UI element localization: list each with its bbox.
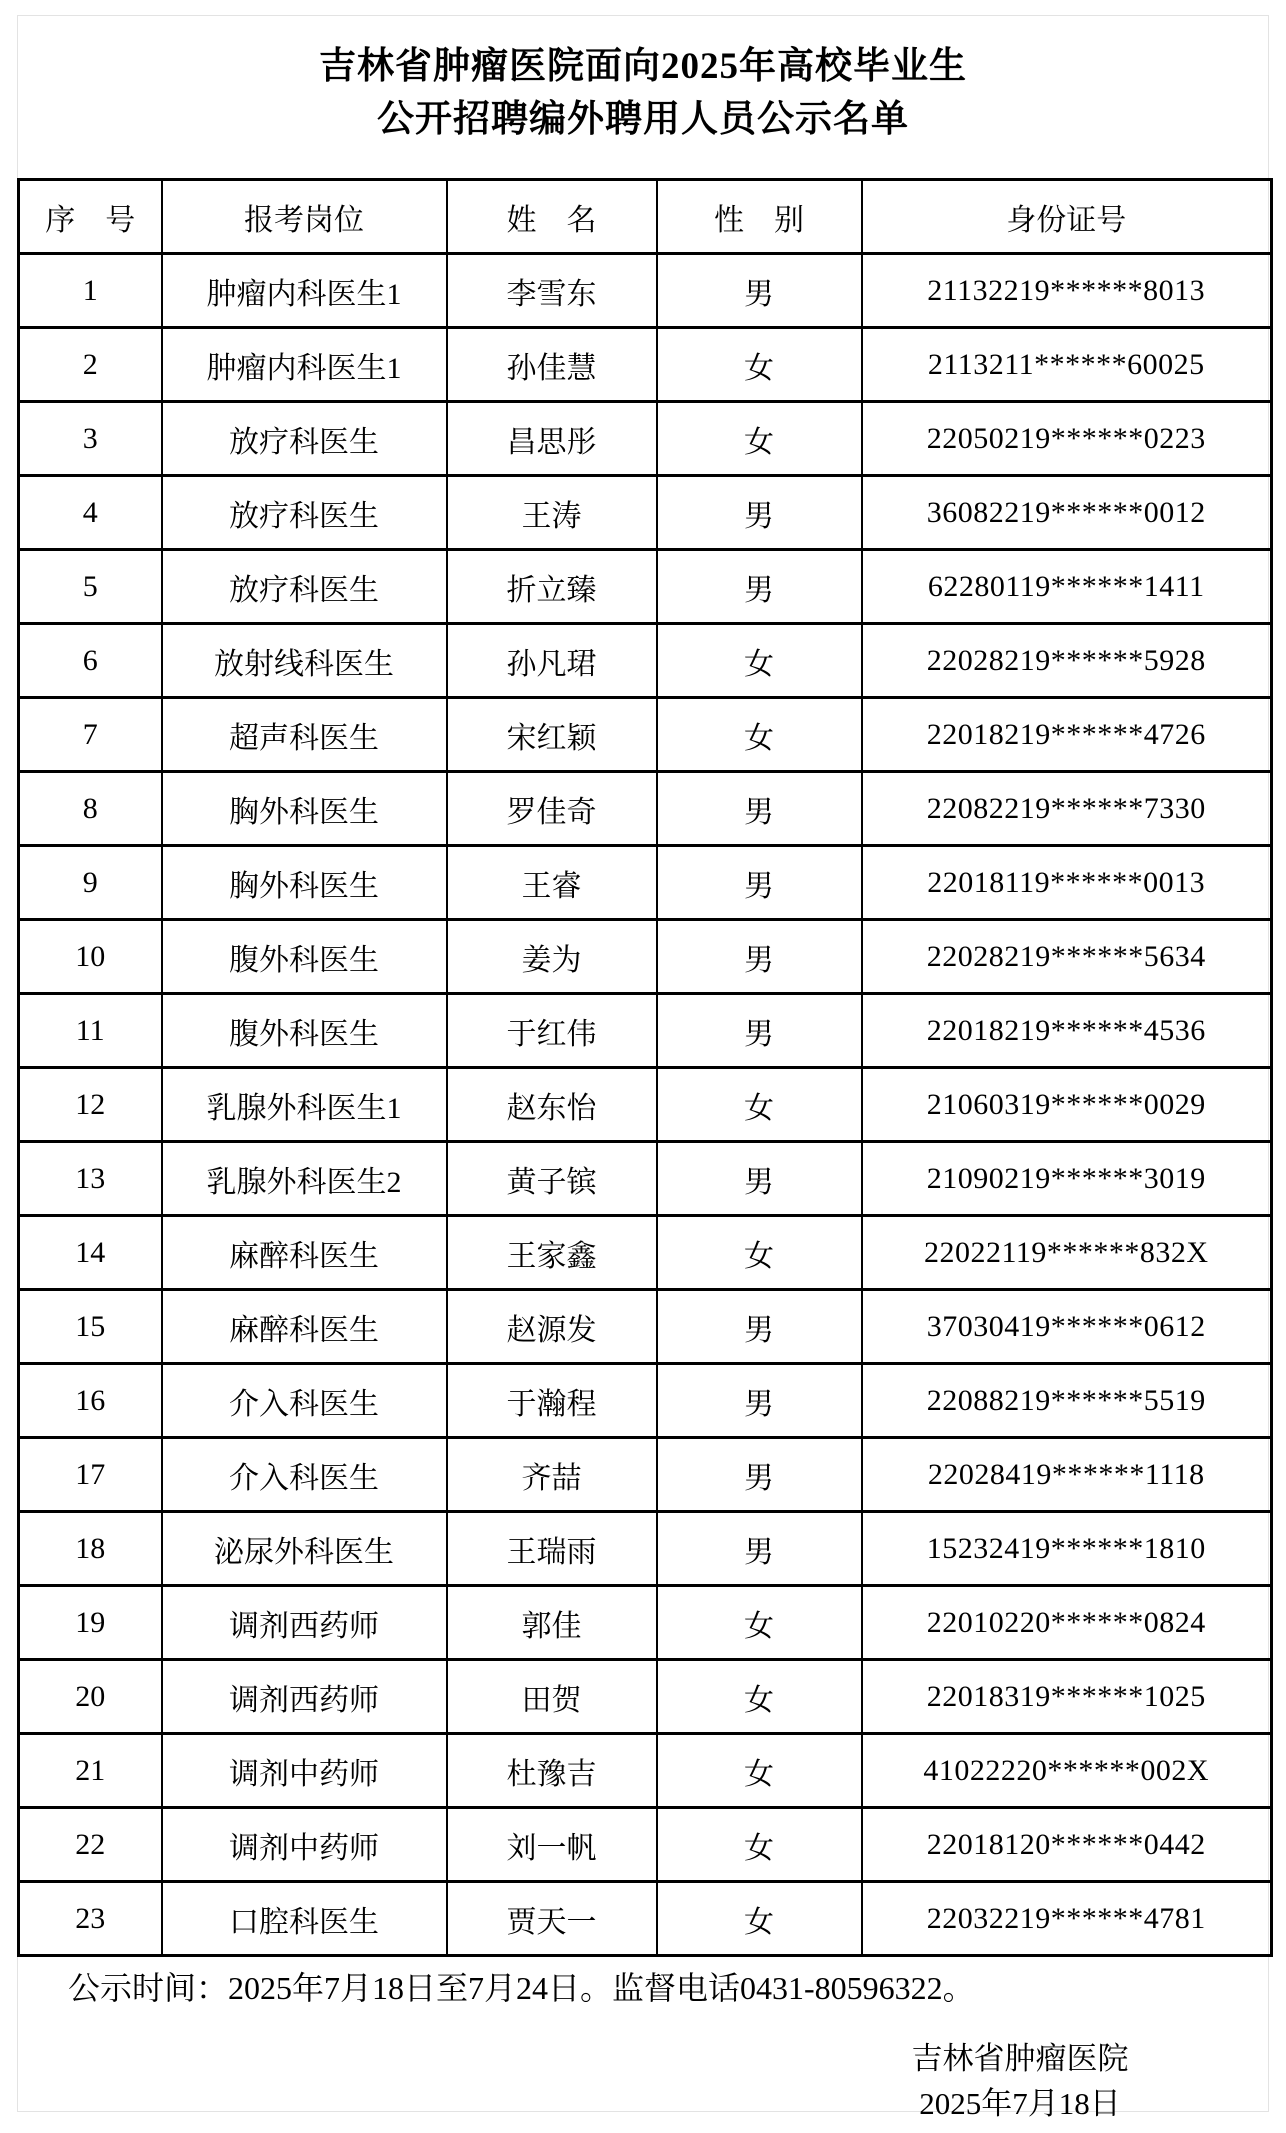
name-cell: 贾天一 [447, 1882, 657, 1956]
table-row [19, 624, 1272, 698]
id-number-cell: 2113211******60025 [862, 328, 1272, 402]
id-number-cell: 22010220******0824 [862, 1586, 1272, 1660]
name-cell: 赵东怡 [447, 1068, 657, 1142]
gender-cell: 女 [657, 624, 862, 698]
gender-cell: 男 [657, 254, 862, 328]
gender-cell: 男 [657, 1364, 862, 1438]
id-number-cell: 22018219******4726 [862, 698, 1272, 772]
index-cell: 11 [19, 994, 162, 1068]
table-row [19, 772, 1272, 846]
gender-cell: 男 [657, 550, 862, 624]
position-cell: 调剂西药师 [162, 1660, 447, 1734]
position-cell: 介入科医生 [162, 1364, 447, 1438]
name-cell: 折立臻 [447, 550, 657, 624]
gender-cell: 女 [657, 1734, 862, 1808]
index-cell: 7 [19, 698, 162, 772]
position-cell: 胸外科医生 [162, 846, 447, 920]
table-row [19, 402, 1272, 476]
position-cell: 调剂西药师 [162, 1586, 447, 1660]
position-cell: 放疗科医生 [162, 550, 447, 624]
index-cell: 10 [19, 920, 162, 994]
id-number-cell: 22018119******0013 [862, 846, 1272, 920]
gender-cell: 女 [657, 402, 862, 476]
gender-cell: 男 [657, 994, 862, 1068]
position-cell: 放射线科医生 [162, 624, 447, 698]
gender-cell: 男 [657, 1438, 862, 1512]
id-number-cell: 22028219******5928 [862, 624, 1272, 698]
index-cell: 9 [19, 846, 162, 920]
publicity-period-note: 公示时间：2025年7月18日至7月24日。监督电话0431-80596322。 [68, 1970, 975, 2006]
id-number-cell: 22028419******1118 [862, 1438, 1272, 1512]
position-cell: 乳腺外科医生1 [162, 1068, 447, 1142]
id-number-cell: 36082219******0012 [862, 476, 1272, 550]
table-row [19, 1882, 1272, 1956]
id-number-cell: 22050219******0223 [862, 402, 1272, 476]
id-number-cell: 37030419******0612 [862, 1290, 1272, 1364]
gender-cell: 女 [657, 1068, 862, 1142]
header-name: 姓 名 [447, 180, 657, 254]
position-cell: 介入科医生 [162, 1438, 447, 1512]
index-cell: 16 [19, 1364, 162, 1438]
id-number-cell: 21060319******0029 [862, 1068, 1272, 1142]
name-cell: 孙佳慧 [447, 328, 657, 402]
gender-cell: 女 [657, 698, 862, 772]
document-title [0, 40, 1286, 146]
index-cell: 22 [19, 1808, 162, 1882]
gender-cell: 女 [657, 1882, 862, 1956]
index-cell: 8 [19, 772, 162, 846]
id-number-cell: 21132219******8013 [862, 254, 1272, 328]
index-cell: 21 [19, 1734, 162, 1808]
position-cell: 胸外科医生 [162, 772, 447, 846]
id-number-cell: 22082219******7330 [862, 772, 1272, 846]
name-cell: 王涛 [447, 476, 657, 550]
name-cell: 郭佳 [447, 1586, 657, 1660]
id-number-cell: 22032219******4781 [862, 1882, 1272, 1956]
signature-date: 2025年7月18日 [919, 2086, 1121, 2121]
id-number-cell: 62280119******1411 [862, 550, 1272, 624]
table-header-row [19, 180, 1272, 254]
gender-cell: 女 [657, 328, 862, 402]
id-number-cell: 22028219******5634 [862, 920, 1272, 994]
name-cell: 田贺 [447, 1660, 657, 1734]
index-cell: 1 [19, 254, 162, 328]
header-id-number: 身份证号 [862, 180, 1272, 254]
table-row [19, 1438, 1272, 1512]
index-cell: 4 [19, 476, 162, 550]
name-cell: 于红伟 [447, 994, 657, 1068]
position-cell: 放疗科医生 [162, 476, 447, 550]
position-cell: 麻醉科医生 [162, 1216, 447, 1290]
name-cell: 杜豫吉 [447, 1734, 657, 1808]
position-cell: 泌尿外科医生 [162, 1512, 447, 1586]
id-number-cell: 41022220******002X [862, 1734, 1272, 1808]
name-cell: 齐喆 [447, 1438, 657, 1512]
gender-cell: 男 [657, 1512, 862, 1586]
table-row [19, 1364, 1272, 1438]
position-cell: 腹外科医生 [162, 920, 447, 994]
name-cell: 罗佳奇 [447, 772, 657, 846]
position-cell: 调剂中药师 [162, 1808, 447, 1882]
index-cell: 23 [19, 1882, 162, 1956]
index-cell: 17 [19, 1438, 162, 1512]
title-line-1: 吉林省肿瘤医院面向2025年高校毕业生 [319, 46, 967, 87]
table-row [19, 254, 1272, 328]
name-cell: 赵源发 [447, 1290, 657, 1364]
position-cell: 肿瘤内科医生1 [162, 254, 447, 328]
signature-block [828, 2036, 1212, 2126]
table-row [19, 1216, 1272, 1290]
gender-cell: 女 [657, 1216, 862, 1290]
name-cell: 孙凡珺 [447, 624, 657, 698]
name-cell: 宋红颖 [447, 698, 657, 772]
index-cell: 6 [19, 624, 162, 698]
header-gender: 性 别 [657, 180, 862, 254]
roster-table [17, 178, 1273, 1957]
position-cell: 放疗科医生 [162, 402, 447, 476]
position-cell: 调剂中药师 [162, 1734, 447, 1808]
header-position: 报考岗位 [162, 180, 447, 254]
name-cell: 刘一帆 [447, 1808, 657, 1882]
gender-cell: 男 [657, 920, 862, 994]
name-cell: 王睿 [447, 846, 657, 920]
id-number-cell: 15232419******1810 [862, 1512, 1272, 1586]
table-row [19, 476, 1272, 550]
id-number-cell: 22018120******0442 [862, 1808, 1272, 1882]
id-number-cell: 22018319******1025 [862, 1660, 1272, 1734]
gender-cell: 女 [657, 1808, 862, 1882]
index-cell: 19 [19, 1586, 162, 1660]
index-cell: 20 [19, 1660, 162, 1734]
index-cell: 3 [19, 402, 162, 476]
gender-cell: 男 [657, 1142, 862, 1216]
position-cell: 口腔科医生 [162, 1882, 447, 1956]
id-number-cell: 22018219******4536 [862, 994, 1272, 1068]
index-cell: 5 [19, 550, 162, 624]
table-row [19, 1734, 1272, 1808]
gender-cell: 男 [657, 476, 862, 550]
name-cell: 于瀚程 [447, 1364, 657, 1438]
name-cell: 黄子镔 [447, 1142, 657, 1216]
table-row [19, 1068, 1272, 1142]
table-row [19, 1808, 1272, 1882]
position-cell: 超声科医生 [162, 698, 447, 772]
name-cell: 李雪东 [447, 254, 657, 328]
position-cell: 乳腺外科医生2 [162, 1142, 447, 1216]
table-row [19, 328, 1272, 402]
index-cell: 13 [19, 1142, 162, 1216]
id-number-cell: 22022119******832X [862, 1216, 1272, 1290]
table-row [19, 1586, 1272, 1660]
gender-cell: 男 [657, 846, 862, 920]
name-cell: 姜为 [447, 920, 657, 994]
index-cell: 15 [19, 1290, 162, 1364]
gender-cell: 男 [657, 1290, 862, 1364]
index-cell: 12 [19, 1068, 162, 1142]
index-cell: 14 [19, 1216, 162, 1290]
table-row [19, 1290, 1272, 1364]
id-number-cell: 22088219******5519 [862, 1364, 1272, 1438]
table-row [19, 550, 1272, 624]
table-row [19, 1512, 1272, 1586]
signature-org: 吉林省肿瘤医院 [911, 2041, 1129, 2076]
position-cell: 腹外科医生 [162, 994, 447, 1068]
table-row [19, 994, 1272, 1068]
name-cell: 王家鑫 [447, 1216, 657, 1290]
position-cell: 肿瘤内科医生1 [162, 328, 447, 402]
table-row [19, 846, 1272, 920]
table-row [19, 1142, 1272, 1216]
id-number-cell: 21090219******3019 [862, 1142, 1272, 1216]
table-row [19, 1660, 1272, 1734]
index-cell: 2 [19, 328, 162, 402]
name-cell: 昌思彤 [447, 402, 657, 476]
table-row [19, 698, 1272, 772]
gender-cell: 女 [657, 1660, 862, 1734]
name-cell: 王瑞雨 [447, 1512, 657, 1586]
table-row [19, 920, 1272, 994]
index-cell: 18 [19, 1512, 162, 1586]
title-line-2: 公开招聘编外聘用人员公示名单 [377, 99, 909, 140]
position-cell: 麻醉科医生 [162, 1290, 447, 1364]
gender-cell: 女 [657, 1586, 862, 1660]
header-index: 序 号 [19, 180, 162, 254]
gender-cell: 男 [657, 772, 862, 846]
